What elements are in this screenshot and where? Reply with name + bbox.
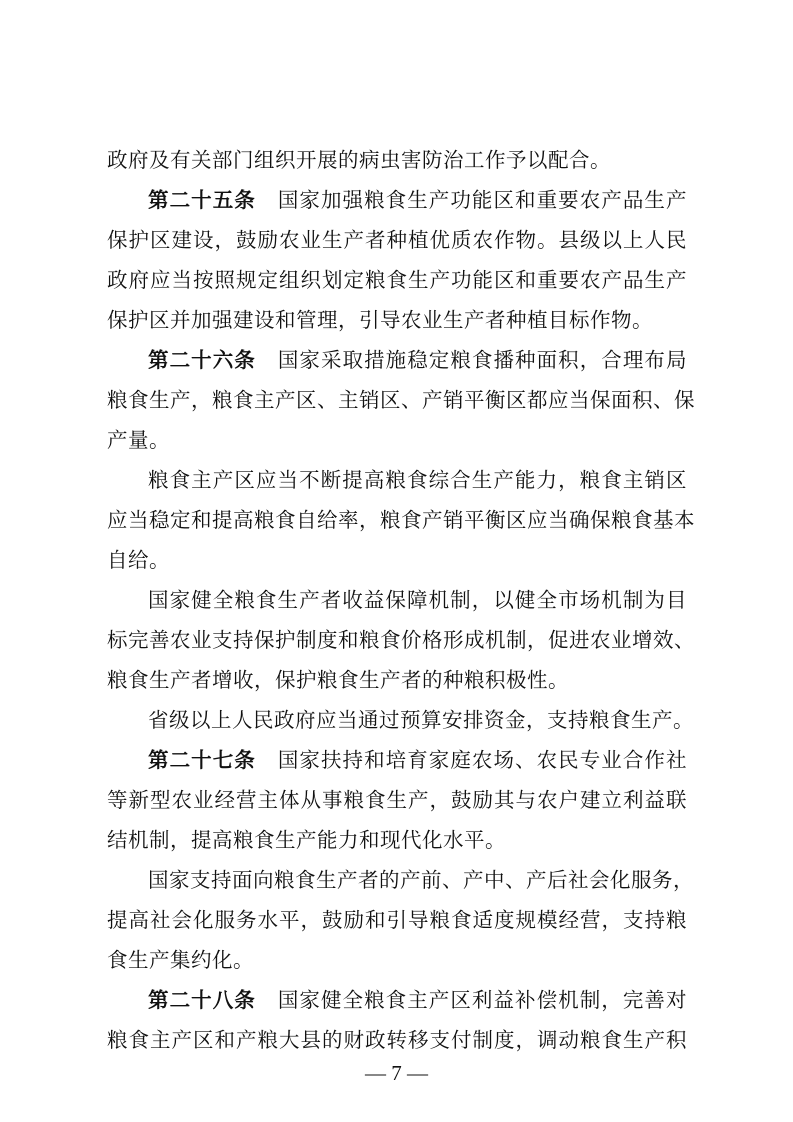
text-line: 粮食生产，粮食主产区、主销区、产销平衡区都应当保面积、保 [107, 388, 695, 412]
article-first-line [148, 346, 687, 374]
article-heading: 第二十八条 [148, 988, 256, 1012]
text-line: 粮食生产者增收，保护粮食生产者的种粮积极性。 [107, 668, 569, 692]
text-line: 国家健全粮食生产者收益保障机制，以健全市场机制为目 [148, 588, 687, 612]
text-line: 省级以上人民政府应当通过预算安排资金，支持粮食生产。 [148, 708, 694, 732]
text-line: 应当稳定和提高粮食自给率，粮食产销平衡区应当确保粮食基本 [107, 508, 695, 532]
text-line: 提高社会化服务水平，鼓励和引导粮食适度规模经营，支持粮 [107, 908, 687, 932]
text-line: 等新型农业经营主体从事粮食生产，鼓励其与农户建立利益联 [107, 788, 687, 812]
text-line: 保护区建设，鼓励农业生产者种植优质农作物。县级以上人民 [107, 228, 687, 252]
page-number: — 7 — [365, 1061, 428, 1085]
text-line: 政府及有关部门组织开展的病虫害防治工作予以配合。 [107, 148, 611, 172]
article-first-line [148, 746, 687, 774]
article-first-line [148, 986, 687, 1014]
text-line: 标完善农业支持保护制度和粮食价格形成机制，促进农业增效、 [107, 628, 695, 652]
article-heading: 第二十六条 [148, 348, 256, 372]
text-line: 国家扶持和培育家庭农场、农民专业合作社 [277, 748, 688, 772]
text-line: 保护区并加强建设和管理，引导农业生产者种植目标作物。 [107, 308, 653, 332]
text-line: 政府应当按照规定组织划定粮食生产功能区和重要农产品生产 [107, 268, 687, 292]
text-line: 国家支持面向粮食生产者的产前、产中、产后社会化服务， [148, 868, 694, 892]
text-line: 国家加强粮食生产功能区和重要农产品生产 [277, 188, 688, 212]
text-line: 食生产集约化。 [107, 948, 254, 972]
text-line: 粮食主产区应当不断提高粮食综合生产能力，粮食主销区 [148, 468, 687, 492]
text-line: 产量。 [107, 428, 170, 452]
article-first-line [148, 186, 687, 214]
text-line: 自给。 [107, 548, 170, 572]
article-heading: 第二十五条 [148, 188, 256, 212]
text-line: 结机制，提高粮食生产能力和现代化水平。 [107, 828, 506, 852]
text-line: 粮食主产区和产粮大县的财政转移支付制度，调动粮食生产积 [107, 1028, 687, 1052]
text-line: 国家健全粮食主产区利益补偿机制，完善对 [277, 988, 688, 1012]
article-heading: 第二十七条 [148, 748, 256, 772]
text-line: 国家采取措施稳定粮食播种面积，合理布局 [277, 348, 688, 372]
